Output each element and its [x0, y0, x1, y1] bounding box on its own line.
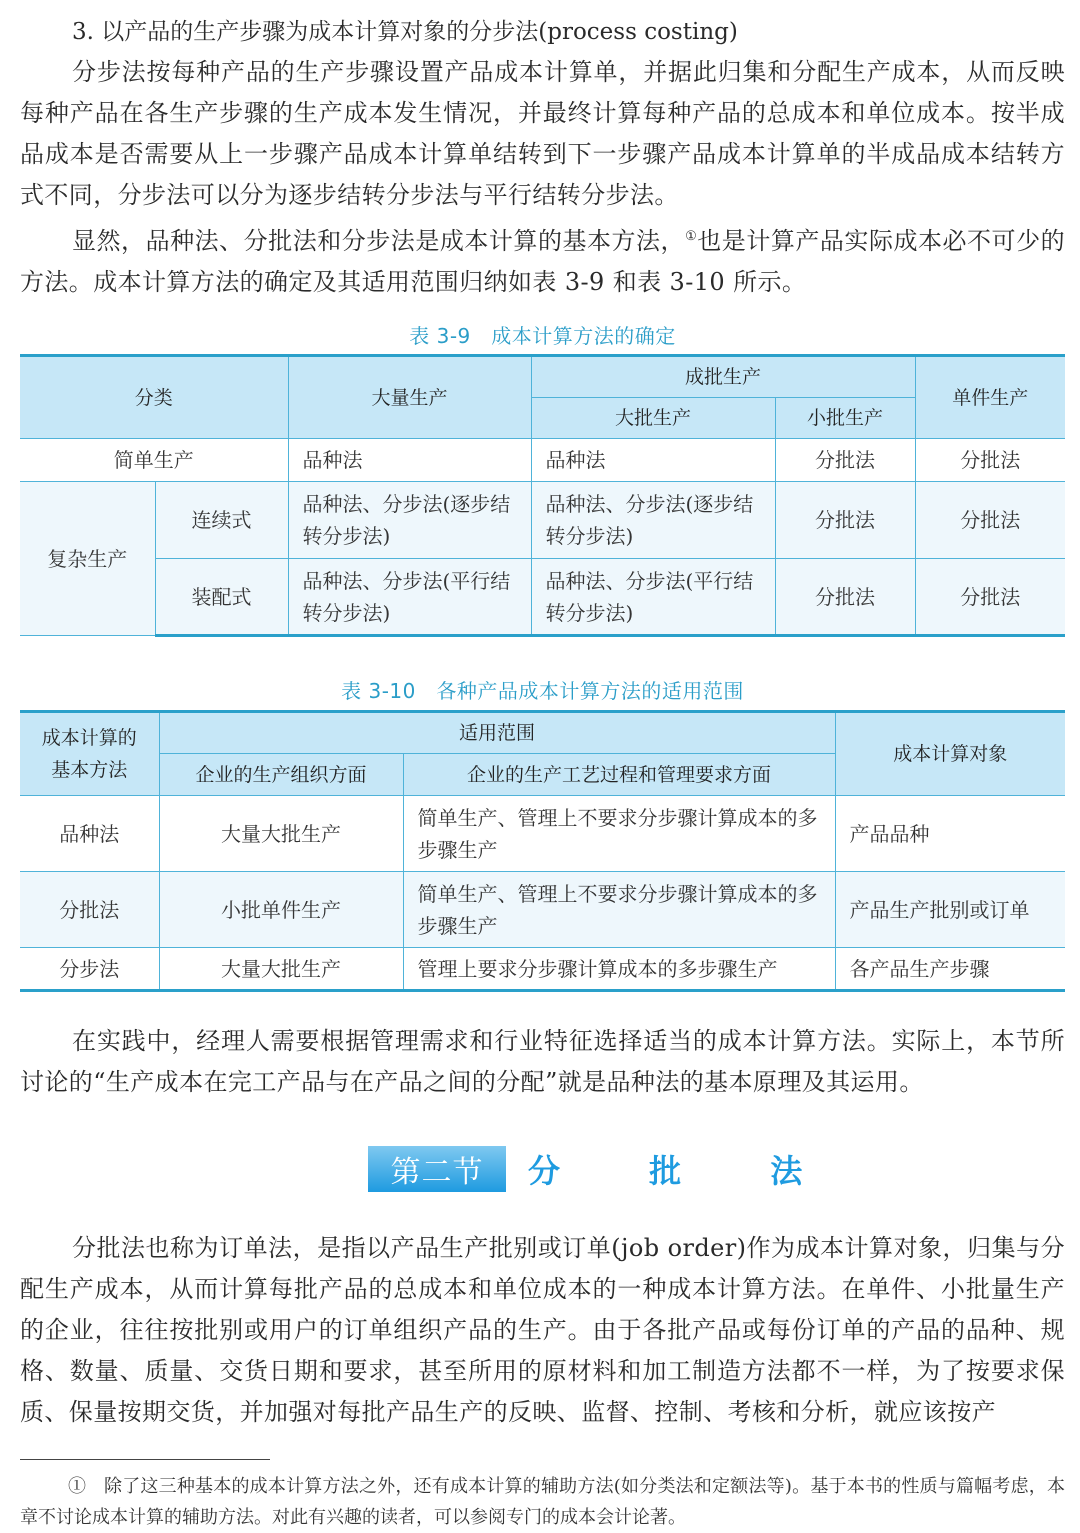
cell-small-batch: 分批法 — [775, 439, 915, 482]
header-scope: 适用范围 — [159, 712, 835, 754]
section-badge: 第二节 — [368, 1146, 506, 1192]
cell-large-batch: 品种法 — [531, 439, 775, 482]
cell-mass: 品种法、分步法(平行结转分步法) — [288, 559, 531, 636]
table-3-10 — [20, 710, 1065, 992]
header-large-batch: 大批生产 — [531, 398, 775, 439]
cell-method: 分批法 — [20, 872, 159, 948]
header-process: 企业的生产工艺过程和管理要求方面 — [403, 754, 835, 796]
section-heading — [368, 1146, 828, 1192]
table-row — [20, 439, 1065, 482]
table-3-10-caption: 表 3-10 各种产品成本计算方法的适用范围 — [341, 679, 744, 703]
cell-category: 连续式 — [155, 482, 288, 559]
header-batch: 成批生产 — [531, 356, 915, 398]
cell-large-batch: 品种法、分步法(平行结转分步法) — [531, 559, 775, 636]
table-row — [20, 559, 1065, 636]
cell-org: 大量大批生产 — [159, 796, 403, 872]
header-category: 分类 — [20, 356, 288, 439]
footnote — [20, 1471, 1065, 1533]
table-3-9-caption: 表 3-9 成本计算方法的确定 — [409, 324, 676, 348]
section-title: 分 批 法 — [528, 1152, 829, 1190]
cell-large-batch: 品种法、分步法(逐步结转分步法) — [531, 482, 775, 559]
header-single: 单件生产 — [915, 356, 1065, 439]
table-row — [20, 948, 1065, 991]
footnote-ref[interactable]: ① — [685, 229, 698, 244]
footnote-divider — [20, 1459, 270, 1460]
cell-org: 小批单件生产 — [159, 872, 403, 948]
header-org: 企业的生产组织方面 — [159, 754, 403, 796]
cell-object: 各产品生产步骤 — [835, 948, 1065, 991]
cell-method: 品种法 — [20, 796, 159, 872]
cell-process: 简单生产、管理上不要求分步骤计算成本的多步骤生产 — [403, 796, 835, 872]
cell-object: 产品生产批别或订单 — [835, 872, 1065, 948]
paragraph-basic-methods — [20, 216, 1065, 303]
footnote-text: 除了这三种基本的成本计算方法之外，还有成本计算的辅助方法(如分类法和定额法等)。基于本书的性质与篇幅考虑，本章不讨论成本计算的辅助方法。对此有兴趣的读者，可以参阅专门的成本会计论著。 — [20, 1476, 1066, 1528]
cell-small-batch: 分批法 — [775, 482, 915, 559]
cell-single: 分批法 — [915, 482, 1065, 559]
table-3-9 — [20, 354, 1065, 637]
cell-small-batch: 分批法 — [775, 559, 915, 636]
subsection-heading: 3. 以产品的生产步骤为成本计算对象的分步法(process costing) — [72, 19, 738, 45]
header-mass: 大量生产 — [288, 356, 531, 439]
header-object: 成本计算对象 — [835, 712, 1065, 796]
table-row — [20, 482, 1065, 559]
cell-method: 分步法 — [20, 948, 159, 991]
footnote-mark: ① — [68, 1476, 87, 1497]
cell-process: 简单生产、管理上不要求分步骤计算成本的多步骤生产 — [403, 872, 835, 948]
cell-mass: 品种法 — [288, 439, 531, 482]
cell-mass: 品种法、分步法(逐步结转分步法) — [288, 482, 531, 559]
paragraph-text: 显然，品种法、分批法和分步法是成本计算的基本方法， — [72, 227, 686, 255]
paragraph-process-costing: 分步法按每种产品的生产步骤设置产品成本计算单，并据此归集和分配生产成本，从而反映每种产品在各生产步骤的生产成本发生情况，并最终计算每种产品的总成本和单位成本。按半成品成本是否需要从上一步骤产品成本计算单结转到下一步骤产品成本计算单的半成品成本结转方式不同，分步法可以分为逐步结转分步法与平行结转分步法。 — [20, 58, 1065, 209]
cell-object: 产品品种 — [835, 796, 1065, 872]
cell-single: 分批法 — [915, 439, 1065, 482]
header-method: 成本计算的基本方法 — [20, 712, 159, 796]
header-small-batch: 小批生产 — [775, 398, 915, 439]
table-row — [20, 872, 1065, 948]
table-row — [20, 796, 1065, 872]
paragraph-text: 也是计算产品实际成本必不可少的方法。成本计算方法的确定及其适用范围归纳如表 3-9 和表 3-10 所示。 — [20, 227, 1066, 296]
cell-process: 管理上要求分步骤计算成本的多步骤生产 — [403, 948, 835, 991]
cell-category: 简单生产 — [20, 439, 288, 482]
cell-group: 复杂生产 — [20, 482, 155, 636]
cell-single: 分批法 — [915, 559, 1065, 636]
paragraph-practice: 在实践中，经理人需要根据管理需求和行业特征选择适当的成本计算方法。实际上，本节所讨论的“生产成本在完工产品与在产品之间的分配”就是品种法的基本原理及其运用。 — [20, 1027, 1065, 1096]
cell-org: 大量大批生产 — [159, 948, 403, 991]
paragraph-job-order: 分批法也称为订单法，是指以产品生产批别或订单(job order)作为成本计算对象，归集与分配生产成本，从而计算每批产品的总成本和单位成本的一种成本计算方法。在单件、小批量生产的企业，往往按批别或用户的订单组织产品的生产。由于各批产品或每份订单的产品的品种、规格、数量、质量、交货日期和要求，甚至所用的原材料和加工制造方法都不一样，为了按要求保质、保量按期交货，并加强对每批产品生产的反映、监督、控制、考核和分析，就应该按产 — [20, 1234, 1065, 1426]
cell-category: 装配式 — [155, 559, 288, 636]
